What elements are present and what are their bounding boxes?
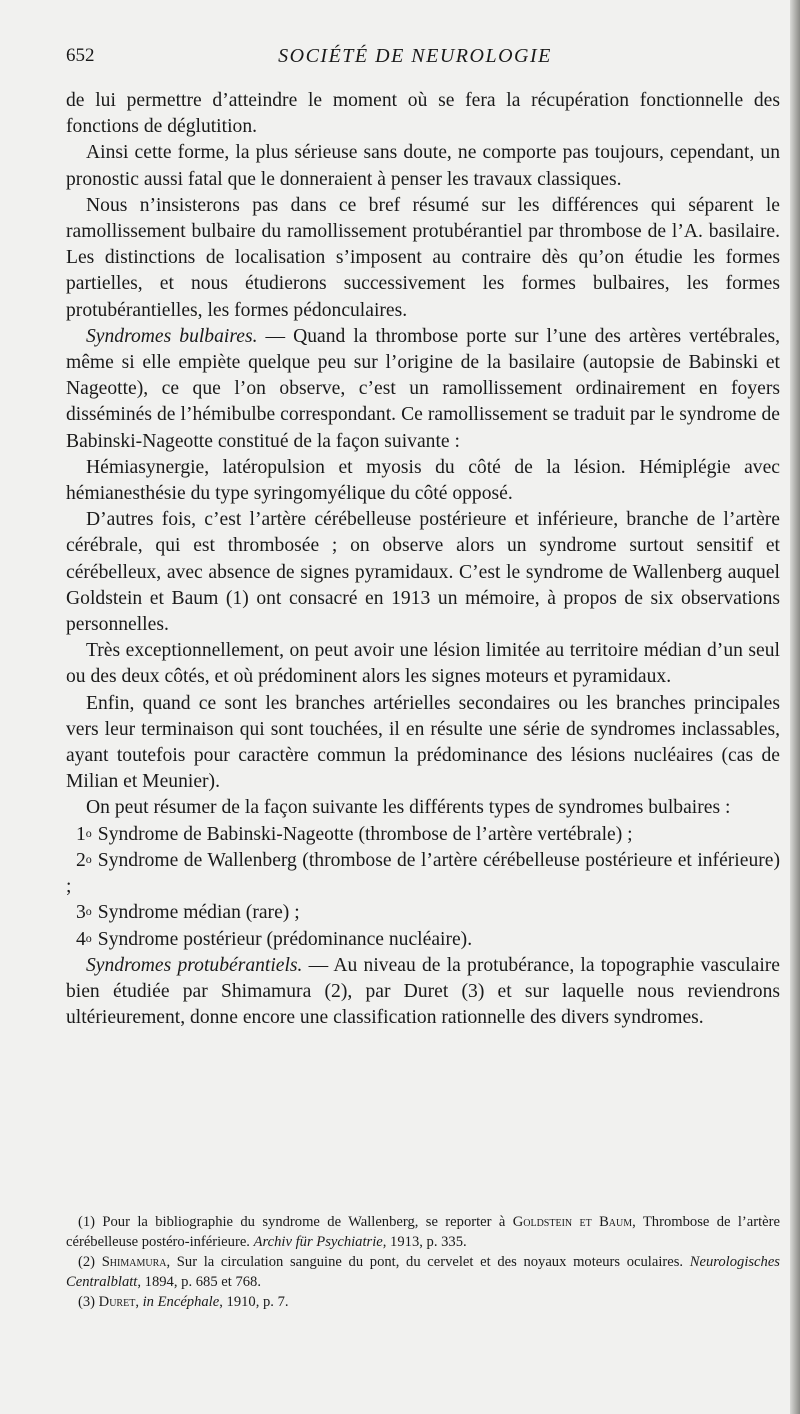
footnote-2-marker: (2) bbox=[78, 1254, 102, 1270]
page-header bbox=[66, 45, 764, 75]
footnote-1-text: (1) Pour la bibliographie du syndrome de Wallenberg, se reporter à bbox=[78, 1214, 513, 1230]
list-item bbox=[66, 822, 780, 848]
list-item bbox=[66, 900, 780, 926]
list-item-number: 1 bbox=[76, 823, 86, 845]
list-item bbox=[66, 927, 780, 953]
footnote-1-authors: Goldstein et Baum bbox=[512, 1214, 633, 1230]
list-item-number: 3 bbox=[76, 902, 86, 924]
footnote-1-title: , Thrombose de l’artère cérébelleuse postéro-inférieure. bbox=[66, 1214, 780, 1250]
footnote-2-author: Shimamura bbox=[101, 1254, 167, 1270]
paragraph-8: Enfin, quand ce sont les branches artérielles secondaires ou les branches principales vers leur terminaison qui sont touchées, il en résulte une série de syndromes inclassables, ayant toutefois pour caractère commun la prédominance des lésions nucléaires (cas de Milian et Meunier). bbox=[66, 692, 780, 793]
list-item bbox=[66, 848, 780, 900]
footnotes bbox=[66, 1212, 780, 1312]
page-edge-shadow bbox=[790, 0, 800, 1414]
footnote-3-journal: in Encéphale bbox=[142, 1294, 220, 1310]
list-item-text: Syndrome médian (rare) ; bbox=[97, 902, 300, 924]
paragraph-4 bbox=[66, 324, 780, 455]
list-item-ordinal: o bbox=[85, 904, 92, 919]
footnote-3-ref: , 1910, p. 7. bbox=[219, 1294, 289, 1310]
footnote-1 bbox=[66, 1212, 780, 1252]
running-title: SOCIÉTÉ DE NEUROLOGIE bbox=[278, 45, 552, 67]
paragraph-5: Hémiasynergie, latéropulsion et myosis du côté de la lésion. Hémiplégie avec hémianesthésie du type syringomyélique du côté opposé. bbox=[66, 456, 780, 505]
footnote-3 bbox=[66, 1292, 780, 1312]
footnote-1-ref: , 1913, p. 335. bbox=[382, 1234, 467, 1250]
paragraph-9: On peut résumer de la façon suivante les différents types de syndromes bulbaires : bbox=[86, 797, 731, 819]
paragraph-7: Très exceptionnellement, on peut avoir une lésion limitée au territoire médian d’un seul ou des deux côtés, et où prédominent alors les signes moteurs et pyramidaux. bbox=[66, 640, 780, 688]
footnote-2 bbox=[66, 1252, 780, 1292]
footnote-2-journal: Neurologisches Centralblatt bbox=[66, 1254, 780, 1290]
paragraph-10 bbox=[66, 953, 780, 1032]
body-text bbox=[66, 88, 780, 1031]
footnote-1-journal: Archiv für Psychiatrie bbox=[253, 1234, 383, 1250]
list-item-text: Syndrome postérieur (prédominance nucléaire). bbox=[97, 928, 473, 950]
list-item-number: 4 bbox=[76, 928, 86, 950]
list-item-ordinal: o bbox=[85, 930, 92, 945]
list-item-number: 2 bbox=[76, 849, 86, 871]
footnote-2-ref: , 1894, p. 685 et 768. bbox=[137, 1274, 261, 1290]
footnote-3-marker: (3) bbox=[78, 1294, 99, 1310]
paragraph-1: de lui permettre d’atteindre le moment où se fera la récupération fonctionnelle des fonctions de déglutition. bbox=[66, 90, 780, 138]
paragraph-3: Nous n’insisterons pas dans ce bref résumé sur les différences qui séparent le ramollissement bulbaire du ramollissement protubérantiel par thrombose de l’A. basilaire. Les distinctions de localisation s’imposent au contraire dès qu’on étudie les formes partielles, et nous étudierons successivement les formes bulbaires, les formes protubérantielles, les formes pédonculaires. bbox=[66, 194, 780, 321]
list-item-text: Syndrome de Wallenberg (thrombose de l’artère cérébelleuse postérieure et inférieure) ; bbox=[66, 849, 780, 898]
footnote-3-author: Duret bbox=[98, 1294, 136, 1310]
page-number: 652 bbox=[66, 45, 95, 66]
paragraph-2: Ainsi cette forme, la plus sérieuse sans doute, ne comporte pas toujours, cependant, un pronostic aussi fatal que le donneraient à penser les travaux classiques. bbox=[66, 142, 780, 190]
list-item-text: Syndrome de Babinski-Nageotte (thrombose de l’artère vertébrale) ; bbox=[97, 823, 633, 845]
section-heading-protuberantiels: Syndromes protubérantiels. bbox=[86, 954, 303, 976]
footnote-3-sep: , bbox=[135, 1294, 143, 1310]
paragraph-4-text: — Quand la thrombose porte sur l’une des artères vertébrales, même si elle empiète quelque peu sur l’origine de la basilaire (autopsie de Babinski et Nageotte), ce que l’on observe, c’est un ramollissement ordinairement en foyers disséminés de l’hémibulbe correspondant. Ce ramollissement se traduit par le syndrome de Babinski-Nageotte constitué de la façon suivante : bbox=[66, 325, 780, 452]
footnote-2-title: , Sur la circulation sanguine du pont, du cervelet et des noyaux moteurs oculaires. bbox=[166, 1254, 690, 1270]
section-heading-bulbaires: Syndromes bulbaires. bbox=[86, 325, 258, 347]
paragraph-6: D’autres fois, c’est l’artère cérébelleuse postérieure et inférieure, branche de l’artère cérébrale, qui est thrombosée ; on observe alors un syndrome surtout sensitif et cérébelleux, avec absence de signes pyramidaux. C’est le syndrome de Wallenberg auquel Goldstein et Baum (1) ont consacré en 1913 un mémoire, à propos de six observations personnelles. bbox=[66, 509, 780, 636]
paragraph-10-text: — Au niveau de la protubérance, la topographie vasculaire bien étudiée par Shimamura (2), par Duret (3) et sur laquelle nous reviendrons ultérieurement, donne encore une classification rationnelle des divers syndromes. bbox=[66, 954, 780, 1029]
list-item-ordinal: o bbox=[85, 851, 92, 866]
list-item-ordinal: o bbox=[85, 825, 92, 840]
